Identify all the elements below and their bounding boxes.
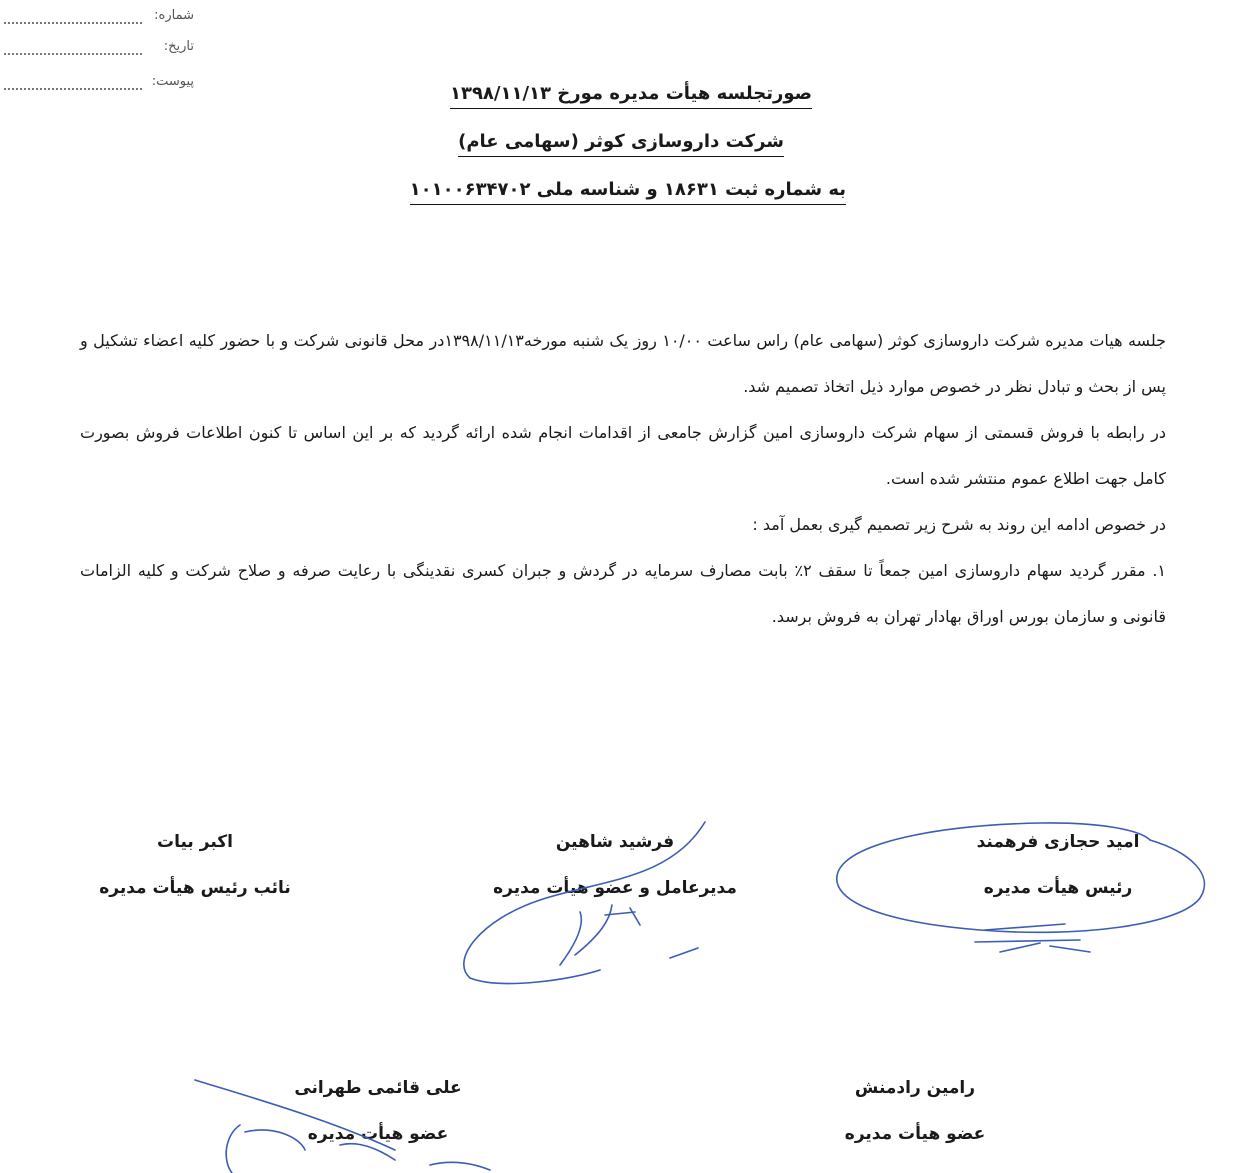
signatory-role: عضو هیأت مدیره bbox=[307, 1124, 449, 1144]
signatory-role: نائب رئیس هیأت مدیره bbox=[99, 878, 291, 898]
paragraph-decision-intro: در خصوص ادامه این روند به شرح زیر تصمیم گیری بعمل آمد : bbox=[752, 515, 1166, 534]
signatory-vice-chairman bbox=[30, 830, 360, 900]
number-label: شماره: bbox=[154, 8, 194, 23]
signatory-role: عضو هیأت مدیره bbox=[844, 1124, 986, 1144]
date-blank bbox=[4, 53, 142, 55]
paragraph-meeting: جلسه هیات مدیره شرکت داروسازی کوثر (سهامی عام) راس ساعت ۱۰/۰۰ روز یک شنبه مورخه۱۳۹۸/۱۱/۱۳در محل قانونی شرکت و با حضور کلیه اعضاء تشکیل و پس از بحث و تبادل نظر در خصوص موارد ذیل اتخاذ تصمیم شد. bbox=[80, 331, 1167, 396]
date-field bbox=[4, 39, 194, 61]
signatory-name: رامین رادمنش bbox=[854, 1078, 976, 1098]
attachment-blank bbox=[4, 88, 142, 90]
signatory-name: اکبر بیات bbox=[157, 832, 233, 852]
number-blank bbox=[4, 22, 142, 24]
title-registration: به شماره ثبت ۱۸۶۳۱ و شناسه ملی ۱۰۱۰۰۶۳۴۷۰۲ bbox=[410, 178, 846, 205]
signatory-name: امید حجازی فرهمند bbox=[976, 832, 1140, 852]
paragraph-sale-report: در رابطه با فروش قسمتی از سهام شرکت داروسازی امین گزارش جامعی از اقدامات انجام شده ارائه گردید که بر این اساس تا کنون اطلاعات فروش بصورت کامل جهت اطلاع عموم منتشر شده است. bbox=[80, 423, 1166, 488]
paragraph-resolution-1: ۱. مقرر گردید سهام داروسازی امین جمعاً تا سقف ۲٪ بابت مصارف سرمایه در گردش و جبران کسری نقدینگی با رعایت صرفه و صلاح شرکت و کلیه الزامات قانونی و سازمان بورس اوراق بهادار تهران به فروش برسد. bbox=[80, 561, 1167, 626]
date-label: تاریخ: bbox=[163, 39, 194, 54]
title-minutes: صورتجلسه هیأت مدیره مورخ ۱۳۹۸/۱۱/۱۳ bbox=[450, 82, 812, 109]
signature-chairman-flourish bbox=[975, 924, 1090, 952]
signatory-chairman bbox=[893, 830, 1223, 900]
minutes-body bbox=[80, 318, 1166, 640]
signatory-member-radmanesh bbox=[750, 1076, 1080, 1146]
signatory-member-ghaemi bbox=[213, 1076, 543, 1146]
title-company: شرکت داروسازی کوثر (سهامی عام) bbox=[458, 130, 784, 157]
attachment-label: پیوست: bbox=[151, 74, 194, 89]
signatory-ceo bbox=[450, 830, 780, 900]
attachment-field bbox=[4, 74, 194, 96]
signatory-name: فرشید شاهین bbox=[555, 832, 675, 852]
signatory-role: مدیرعامل و عضو هیأت مدیره bbox=[493, 878, 737, 898]
signatory-name: علی قائمی طهرانی bbox=[294, 1078, 462, 1098]
signatory-role: رئیس هیأت مدیره bbox=[983, 878, 1133, 898]
number-field bbox=[4, 8, 194, 30]
